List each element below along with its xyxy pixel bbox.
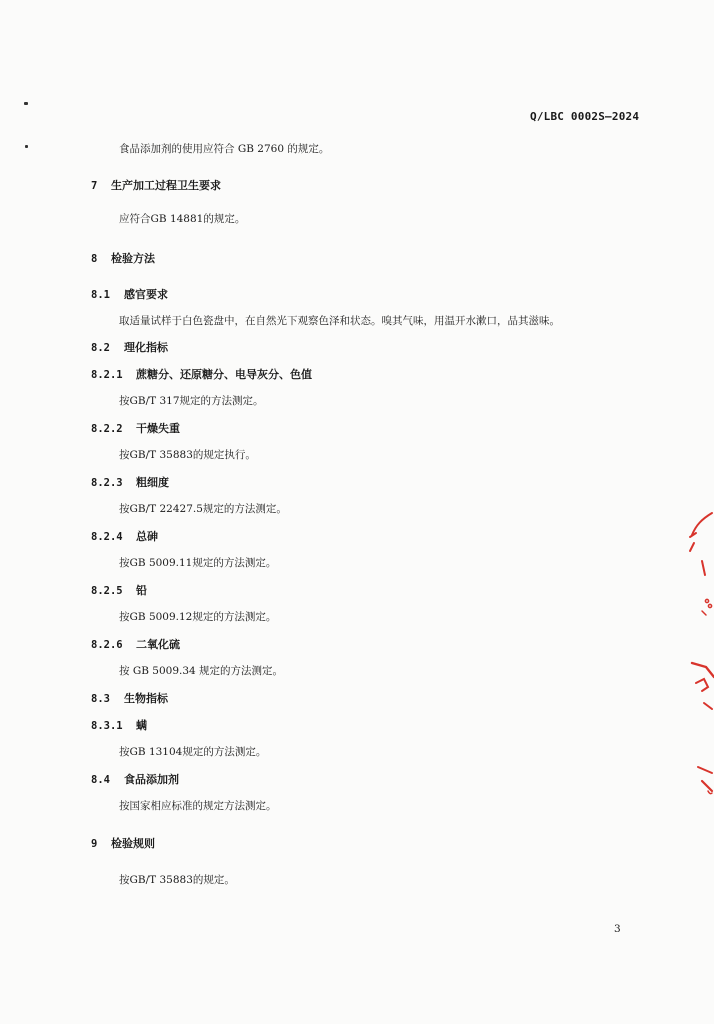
- section-number: 8.2.5: [91, 585, 123, 597]
- section-heading-8-1: [91, 286, 168, 302]
- body-paragraph: 按 GB 5009.34 规定的方法测定。: [119, 665, 284, 677]
- body-paragraph: 按GB/T 22427.5规定的方法测定。: [119, 503, 287, 515]
- section-title: 感官要求: [124, 288, 168, 301]
- document-code: Q/LBC 0002S—2024: [530, 110, 640, 123]
- body-paragraph: 按GB 13104规定的方法测定。: [119, 746, 267, 758]
- section-number: 8.3: [91, 693, 110, 705]
- body-paragraph: 按GB/T 317规定的方法测定。: [119, 395, 264, 407]
- section-number: 8.2.6: [91, 639, 123, 651]
- body-paragraph: 取适量试样于白色瓷盘中，在自然光下观察色泽和状态。嗅其气味，用温开水漱口，品其滋味。: [119, 315, 560, 327]
- section-number: 8.2: [91, 342, 110, 354]
- section-heading-8-3-1: [91, 717, 147, 733]
- section-heading-8: [91, 250, 155, 266]
- section-heading-8-2-5: [91, 582, 147, 598]
- section-heading-8-2-3: [91, 474, 169, 490]
- scan-speck: [24, 102, 28, 105]
- body-paragraph: 按GB/T 35883的规定。: [119, 874, 235, 886]
- section-title: 粗细度: [136, 476, 169, 489]
- body-paragraph: 按国家相应标准的规定方法测定。: [119, 800, 277, 812]
- body-paragraph: 按GB/T 35883的规定执行。: [119, 449, 256, 461]
- section-title: 生产加工过程卫生要求: [111, 179, 221, 192]
- section-title: 干燥失重: [136, 422, 180, 435]
- section-number: 9: [91, 838, 98, 850]
- section-heading-8-2-4: [91, 528, 158, 544]
- section-number: 8.2.2: [91, 423, 123, 435]
- section-number: 8.2.1: [91, 369, 123, 381]
- section-number: 8.4: [91, 774, 110, 786]
- scan-speck: [25, 145, 28, 148]
- section-number: 8.1: [91, 289, 110, 301]
- body-paragraph: 按GB 5009.12规定的方法测定。: [119, 611, 277, 623]
- section-heading-8-2-6: [91, 636, 180, 652]
- section-heading-8-4: [91, 771, 179, 787]
- section-number: 7: [91, 180, 98, 192]
- section-heading-8-2-1: [91, 366, 312, 382]
- body-paragraph: 应符合GB 14881的规定。: [119, 213, 246, 225]
- section-title: 总砷: [136, 530, 158, 543]
- section-title: 生物指标: [124, 692, 168, 705]
- section-title: 检验规则: [111, 837, 155, 850]
- section-number: 8.2.4: [91, 531, 123, 543]
- section-number: 8: [91, 253, 98, 265]
- section-title: 螨: [136, 719, 147, 732]
- seal-stamp-fragment: [672, 505, 714, 815]
- section-number: 8.2.3: [91, 477, 123, 489]
- section-title: 二氧化硫: [136, 638, 180, 651]
- body-paragraph: 按GB 5009.11规定的方法测定。: [119, 557, 277, 569]
- section-title: 蔗糖分、还原糖分、电导灰分、色值: [136, 368, 312, 381]
- section-title: 检验方法: [111, 252, 155, 265]
- section-title: 理化指标: [124, 341, 168, 354]
- section-heading-8-2: [91, 339, 168, 355]
- section-title: 食品添加剂: [124, 773, 179, 786]
- section-heading-8-3: [91, 690, 168, 706]
- section-heading-7: [91, 177, 221, 193]
- section-heading-8-2-2: [91, 420, 180, 436]
- section-heading-9: [91, 835, 155, 851]
- page-number: 3: [614, 923, 621, 935]
- section-number: 8.3.1: [91, 720, 123, 732]
- section-title: 铅: [136, 584, 147, 597]
- body-paragraph: 食品添加剂的使用应符合 GB 2760 的规定。: [119, 143, 330, 155]
